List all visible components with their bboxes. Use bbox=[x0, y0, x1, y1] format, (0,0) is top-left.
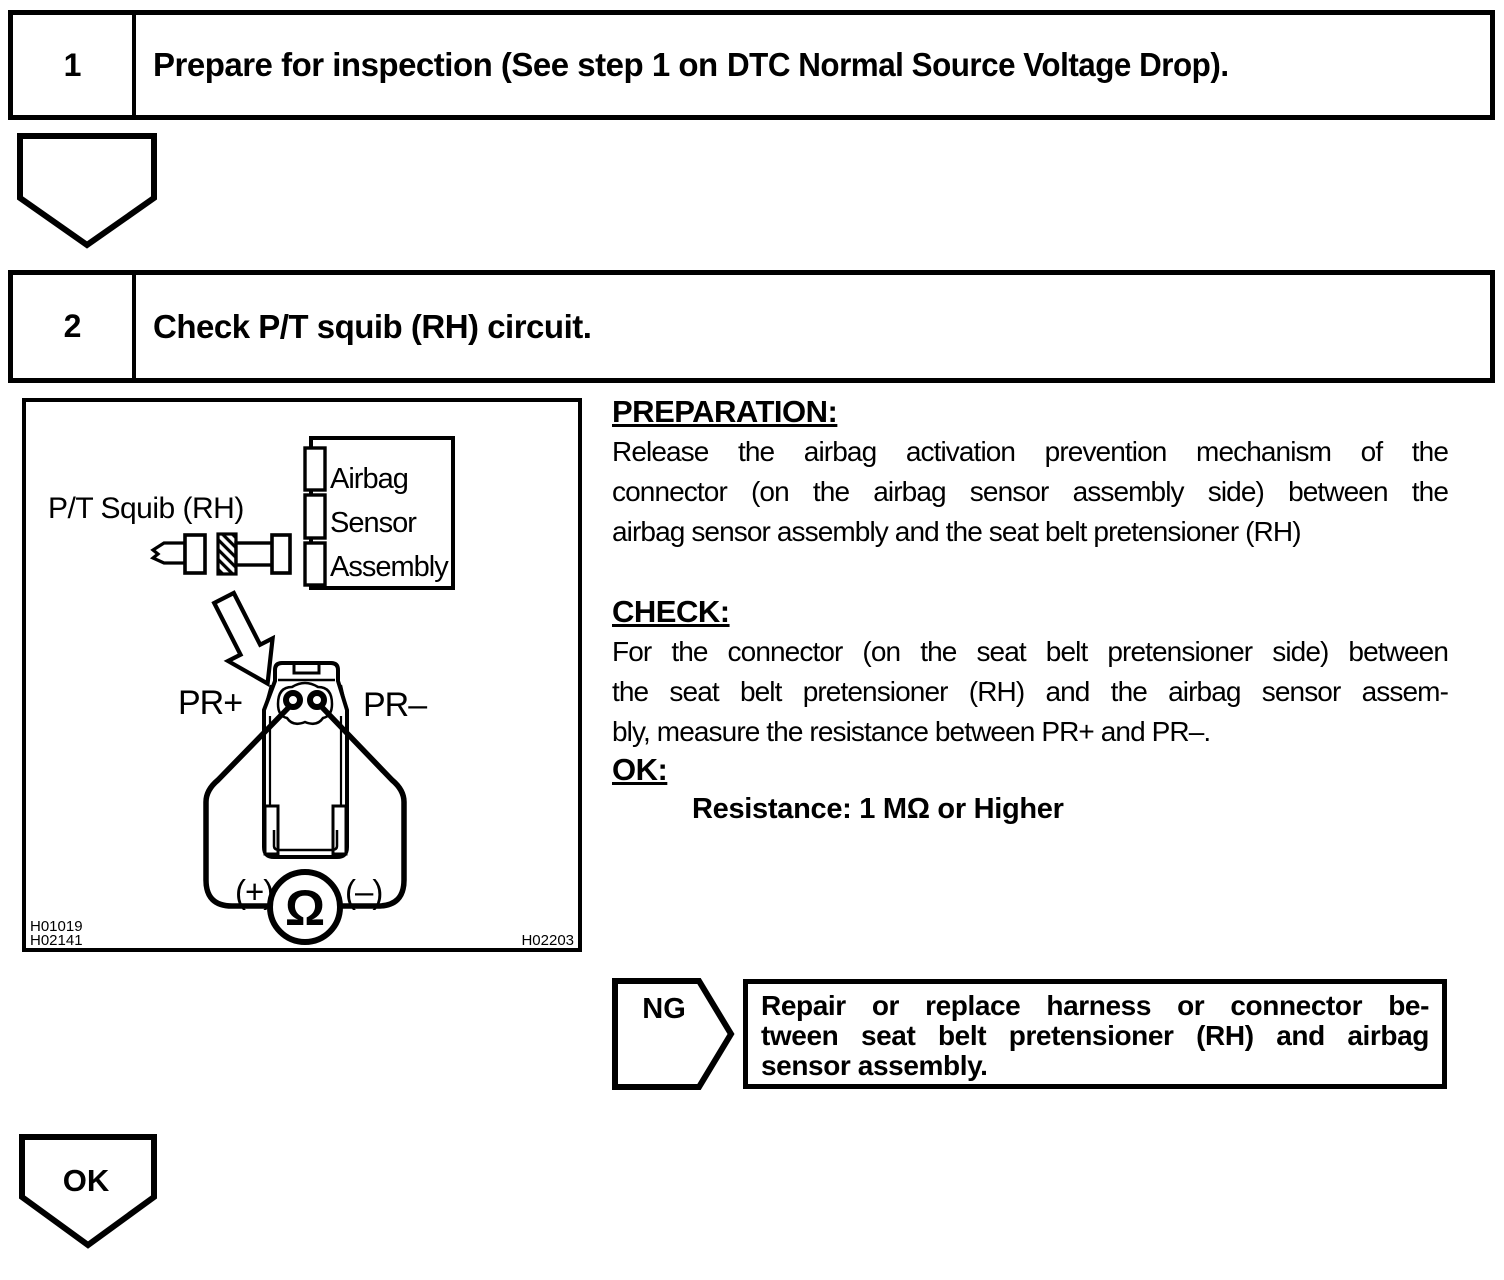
ok-spec-section bbox=[612, 752, 1448, 830]
airbag-box-line-1: Airbag bbox=[330, 463, 408, 495]
check-section bbox=[612, 594, 1448, 752]
airbag-box-line-2: Sensor bbox=[330, 507, 416, 539]
ok-label: OK bbox=[62, 1163, 110, 1198]
instruction-column bbox=[612, 394, 1448, 830]
connector-latch-right bbox=[333, 806, 346, 854]
step-1-title-reference: DTC Normal Source Voltage Drop). bbox=[726, 46, 1229, 83]
step-1-number: 1 bbox=[13, 15, 136, 115]
ohm-symbol: Ω bbox=[284, 880, 326, 936]
preparation-body: Release the airbag activation prevention mechanism of the connector (on the airbag sensor assembly side) between the airbag sensor assembly and the seat belt pretensioner (RH) bbox=[612, 436, 1448, 547]
pr-minus-label: PR– bbox=[363, 686, 427, 724]
step-1-title-main: Prepare for inspection (See step 1 on bbox=[153, 46, 718, 83]
squib-plug-tip bbox=[153, 543, 185, 563]
step-2-title bbox=[136, 275, 1490, 378]
meter-plus-label: (+) bbox=[235, 873, 274, 910]
step-1-title bbox=[136, 15, 1490, 115]
check-body: For the connector (on the seat belt pretensioner side) between the seat belt pretensioner (RH) and the airbag sensor assem- bly, measure the resistance between PR+ and PR–. bbox=[612, 636, 1448, 747]
flow-down-arrow-shape bbox=[20, 136, 154, 245]
check-heading: CHECK: bbox=[612, 594, 730, 629]
ok-heading: OK: bbox=[612, 752, 668, 787]
figure-code-3: H02203 bbox=[521, 932, 574, 949]
squib-terminal-left bbox=[185, 535, 205, 573]
airbag-box-pin-2 bbox=[305, 495, 325, 538]
step-2-title-main: Check P/T squib (RH) circuit. bbox=[153, 307, 592, 345]
figure-code-1: H01019 bbox=[30, 918, 83, 935]
figure-illustration bbox=[22, 398, 582, 952]
pretensioner-connector bbox=[264, 663, 347, 857]
squib-terminal-right bbox=[272, 535, 290, 573]
step-1-box bbox=[8, 10, 1495, 120]
pin-pr-plus bbox=[286, 693, 300, 707]
ng-label: NG bbox=[642, 993, 686, 1025]
airbag-sensor-box bbox=[305, 438, 453, 588]
airbag-box-pin-1 bbox=[305, 448, 325, 490]
pr-plus-label: PR+ bbox=[178, 684, 243, 722]
resistance-spec: Resistance: 1 MΩ or Higher bbox=[692, 793, 1064, 825]
airbag-box-pin-3 bbox=[305, 543, 325, 585]
step-2-number: 2 bbox=[13, 275, 136, 378]
figure-code-2: H02141 bbox=[30, 932, 83, 949]
preparation-section bbox=[612, 394, 1448, 552]
step-2-box bbox=[8, 270, 1495, 383]
squib-sleeve bbox=[236, 543, 273, 565]
ok-arrow bbox=[18, 1133, 158, 1249]
squib-shorting-clip bbox=[218, 534, 236, 574]
connector-latch-left bbox=[265, 806, 278, 854]
figure-box bbox=[22, 398, 582, 952]
ng-action-box: Repair or replace harness or connector be- tween seat belt pretensioner (RH) and airbag sensor assembly. bbox=[743, 979, 1447, 1089]
flow-down-arrow bbox=[16, 132, 158, 250]
pin-pr-minus bbox=[310, 693, 324, 707]
meter-minus-label: (–) bbox=[345, 873, 383, 910]
preparation-heading: PREPARATION: bbox=[612, 394, 838, 429]
squib-label: P/T Squib (RH) bbox=[48, 492, 244, 525]
airbag-box-line-3: Assembly bbox=[330, 551, 448, 583]
ng-arrow bbox=[611, 977, 735, 1091]
